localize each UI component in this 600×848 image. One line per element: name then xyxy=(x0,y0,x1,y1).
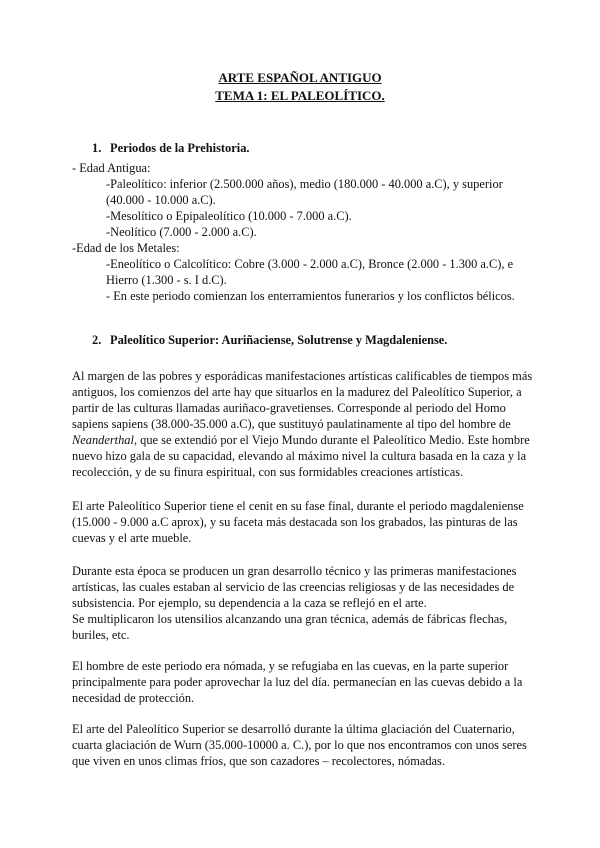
paragraph-4-line: principalmente para poder aprovechar la luz del día. permanecían en las cuevas debido a la xyxy=(72,675,523,689)
list-item-enterramientos: - En este periodo comienzan los enterramientos funerarios y los conflictos bélicos. xyxy=(106,289,515,303)
paragraph-3-line: Durante esta época se producen un gran desarrollo técnico y las primeras manifestaciones xyxy=(72,564,517,578)
paragraph-1-line: antiguos, los comienzos del arte hay que situarlos en la madurez del Paleolítico Superior, a xyxy=(72,385,522,399)
paragraph-1-line: recolección, y de su finura espiritual, con sus formidables creaciones artísticas. xyxy=(72,465,464,479)
paragraph-1-line: sapiens sapiens (38.000-35.000 a.C), que sustituyó paulatinamente al tipo del hombre de xyxy=(72,417,511,431)
list-item-edad-metales: -Edad de los Metales: xyxy=(72,241,180,255)
section-1-heading xyxy=(92,141,250,156)
paragraph-4-line: El hombre de este periodo era nómada, y se refugiaba en las cuevas, en la parte superior xyxy=(72,659,509,673)
paragraph-1-line: Al margen de las pobres y esporádicas manifestaciones artísticas calificables de tiempos más xyxy=(72,369,533,383)
paragraph-3-line: buriles, etc. xyxy=(72,628,130,642)
list-item-eneolitico-cont: Hierro (1.300 - s. I d.C). xyxy=(106,273,227,287)
list-item-neolitico: -Neolítico (7.000 - 2.000 a.C). xyxy=(106,225,257,239)
paragraph-1-line: partir de las culturas llamadas auriñaco-gravetienses. Corresponde al periodo del Homo xyxy=(72,401,506,415)
list-item-paleolitico-cont: (40.000 - 10.000 a.C). xyxy=(106,193,216,207)
italic-term-neanderthal: Neanderthal xyxy=(72,433,134,447)
list-item-paleolitico: -Paleolítico: inferior (2.500.000 años), medio (180.000 - 40.000 a.C), y superior xyxy=(106,177,503,191)
document-title: ARTE ESPAÑOL ANTIGUO xyxy=(218,70,382,85)
section-2-number: 2. xyxy=(92,333,102,347)
paragraph-5-line: que viven en unos climas fríos, que son cazadores – recolectores, nómadas. xyxy=(72,754,445,768)
paragraph-3-line: subsistencia. Por ejemplo, su dependencia a la caza se reflejó en el arte. xyxy=(72,596,427,610)
section-1-number: 1. xyxy=(92,141,102,155)
paragraph-2-line: El arte Paleolítico Superior tiene el cenit en su fase final, durante el periodo magdaleniense xyxy=(72,499,524,513)
paragraph-4-line: necesidad de protección. xyxy=(72,691,195,705)
document-subtitle: TEMA 1: EL PALEOLÍTICO. xyxy=(215,88,385,103)
paragraph-1-line: nuevo hizo gala de su capacidad, elevando al máximo nivel la cultura basada en la caza y la xyxy=(72,449,527,463)
paragraph-5-line: cuarta glaciación de Wurn (35.000-10000 a. C.), por lo que nos encontramos con unos seres xyxy=(72,738,527,752)
list-item-mesolitico: -Mesolítico o Epipaleolítico (10.000 - 7.000 a.C). xyxy=(106,209,352,223)
paragraph-3-line: Se multiplicaron los utensilios alcanzando una gran técnica, además de fábricas flechas, xyxy=(72,612,508,626)
paragraph-1-line xyxy=(72,433,530,448)
paragraph-2-line: (15.000 - 9.000 a.C aprox), y su faceta más destacada son los grabados, las pinturas de las xyxy=(72,515,518,529)
list-item-eneolitico: -Eneolítico o Calcolítico: Cobre (3.000 - 2.000 a.C), Bronce (2.000 - 1.300 a.C), e xyxy=(106,257,514,271)
section-2-heading xyxy=(92,333,447,348)
paragraph-2-line: cuevas y el arte mueble. xyxy=(72,531,192,545)
section-2-title: Paleolítico Superior: Auriñaciense, Solutrense y Magdaleniense. xyxy=(110,333,448,347)
paragraph-3-line: artísticas, las cuales estaban al servicio de las creencias religiosas y de las necesidades de xyxy=(72,580,515,594)
list-item-edad-antigua: - Edad Antigua: xyxy=(72,161,151,175)
paragraph-5-line: El arte del Paleolítico Superior se desarrolló durante la última glaciación del Cuaternario, xyxy=(72,722,515,736)
paragraph-1-line-rest: , que se extendió por el Viejo Mundo durante el Paleolítico Medio. Este hombre xyxy=(133,433,530,447)
section-1-title: Periodos de la Prehistoria. xyxy=(110,141,250,155)
